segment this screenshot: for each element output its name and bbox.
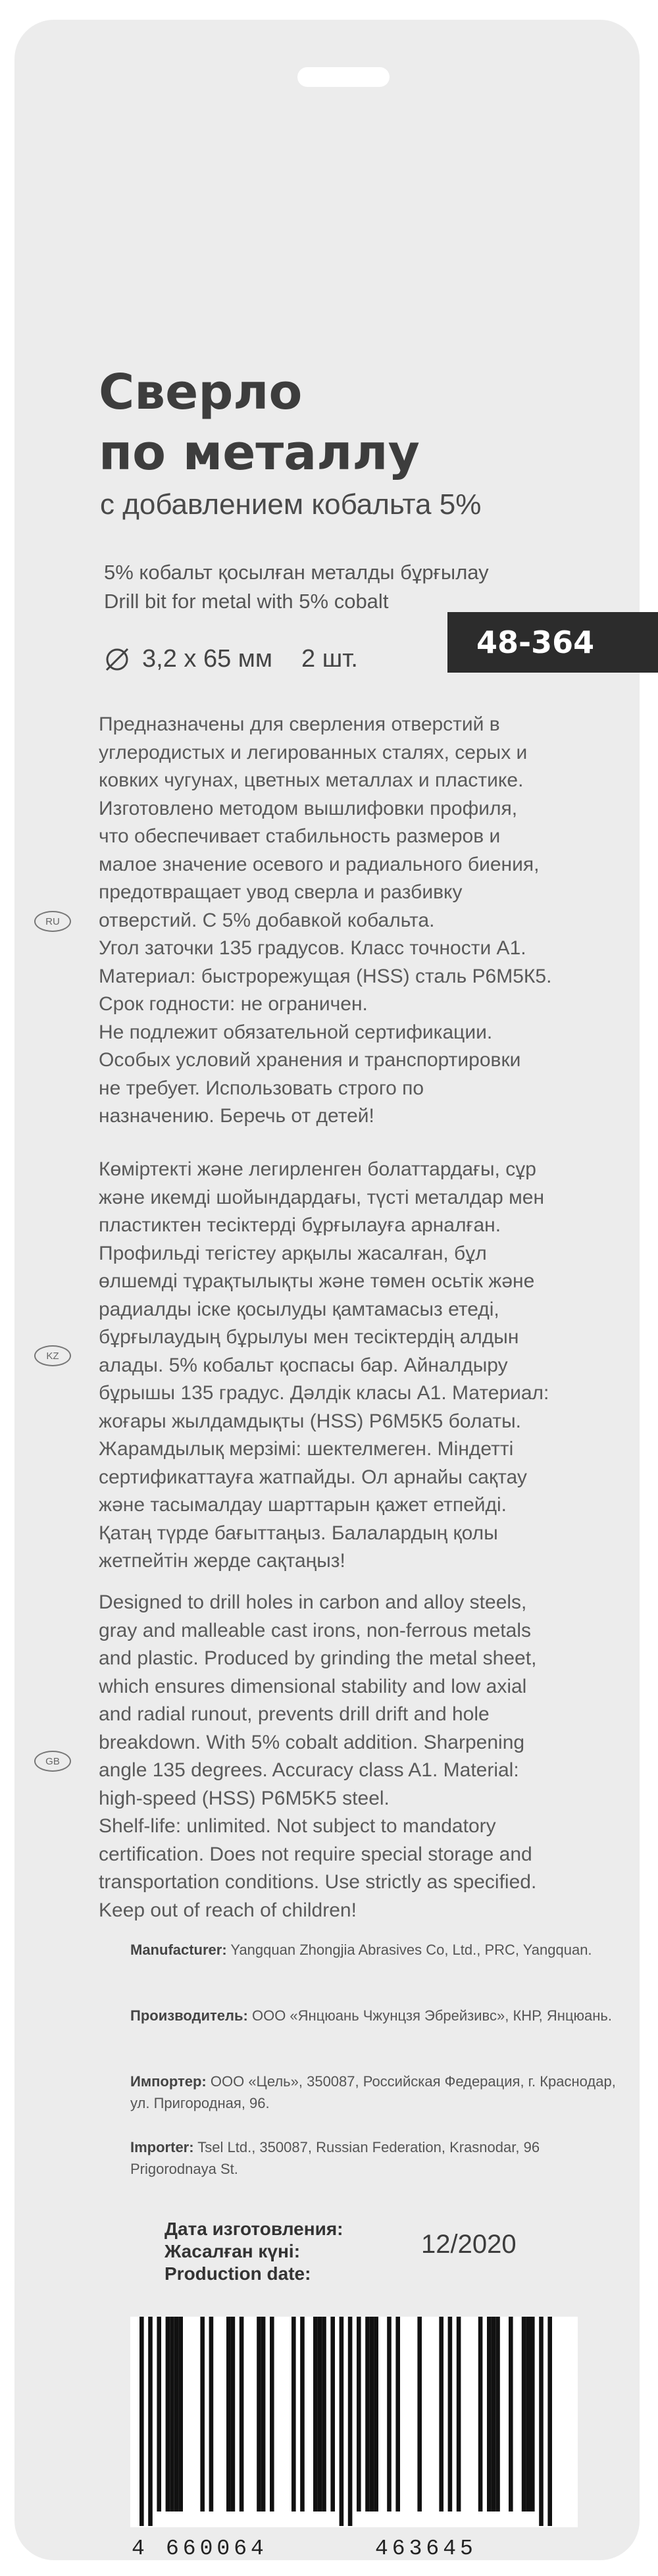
barcode-bar — [166, 2317, 170, 2512]
imprint-importer-en — [130, 2136, 617, 2180]
imprint-label: Manufacturer: — [130, 1942, 227, 1958]
barcode-bar — [261, 2317, 266, 2512]
imprint-manufacturer-en — [130, 1939, 617, 1961]
barcode-bar — [300, 2317, 305, 2512]
barcode-bar — [522, 2317, 526, 2512]
barcode-bar — [495, 2317, 500, 2512]
description-kz: Көміртекті және легирленген болаттардағы, сұр және икемді шойындардағы, түсті металдар мен пластиктен тесіктерді бұрғылауға арналған. Профильді тегістеу арқылы жасалған, бұл өлшемді тұрақтылықты және төмен осьтік және радиалды іске қосылуды қамтамасыз етеді, бұрғылаудың бұрылуы мен тесіктердің алдын алады. 5% кобальт қоспасы бар. Айналдыру бұрышы 135 градус. Дәлдік класы А1. Материал: жоғары жылдамдықты (HSS) Р6М5К5 болаты. Жарамдылық мерзімі: шектелмеген. Міндетті сертификаттауға жатпайды. Ол арнайы сақтау және тасымалдау шарттарын қажет етпейді. Қатаң түрде бағыттаңыз. Балалардың қолы жетпейтін жерде сақтаңыз! — [99, 1158, 549, 1572]
barcode-bar — [365, 2317, 370, 2512]
barcode-bar — [547, 2317, 552, 2526]
description-en: Designed to drill holes in carbon and alloy steels, gray and malleable cast irons, non-ferrous metals and plastic. Produced by grinding the metal sheet, which ensures dimensional stability and low axial and radial runout, prevents drill drift and hole breakdown. With 5% cobalt addition. Sharpening angle 135 degrees. Accuracy class A1. Material: high-speed (HSS) P6M5K5 steel. Shelf-life: unlimited. Not subject to mandatory certification. Does not require special storage and transportation conditions. Use strictly as specified. Keep out of reach of children! — [99, 1591, 537, 1921]
barcode-bar — [348, 2317, 353, 2526]
spec-size: 3,2 x 65 мм — [142, 645, 273, 673]
barcode-bar — [492, 2317, 496, 2512]
barcode-bar — [240, 2317, 244, 2512]
barcode-bars — [130, 2317, 578, 2527]
diameter-icon — [104, 646, 130, 673]
barcode-bar — [313, 2317, 318, 2512]
barcode-bar — [340, 2317, 344, 2526]
barcode-bar — [448, 2317, 453, 2512]
barcode-bar — [257, 2317, 261, 2512]
barcode-right-group: 463645 — [375, 2537, 477, 2561]
barcode-first-digit: 4 — [132, 2537, 145, 2561]
lang-badge-kz: KZ — [34, 1345, 71, 1366]
barcode-bar — [457, 2317, 461, 2512]
production-date-labels — [164, 2218, 343, 2285]
barcode-bar — [200, 2317, 205, 2512]
barcode-bar — [291, 2317, 296, 2512]
product-subtitle: с добавлением кобальта 5% — [100, 488, 482, 521]
barcode-bar — [322, 2317, 326, 2512]
title-english: Drill bit for metal with 5% cobalt — [104, 590, 389, 613]
barcode-bar — [357, 2317, 361, 2512]
title-line-1: Сверло — [99, 364, 303, 421]
barcode-bar — [387, 2317, 392, 2512]
barcode-bar — [139, 2317, 144, 2526]
imprint-text: ООО «Янцюань Чжунцзя Эбрейзивс», КНР, Янцюань. — [251, 2007, 612, 2024]
barcode-bar — [231, 2317, 236, 2512]
barcode-bar — [395, 2317, 400, 2512]
barcode-digits — [132, 2537, 579, 2561]
barcode-bar — [530, 2317, 535, 2512]
imprint-text: Yangquan Zhongjia Abrasives Co, Ltd., PRC, Yangquan. — [230, 1942, 592, 1958]
production-label-ru: Дата изготовления: — [164, 2219, 343, 2239]
barcode-left-group: 660064 — [166, 2537, 268, 2561]
barcode-bar — [374, 2317, 378, 2512]
product-title — [99, 362, 420, 483]
barcode-bar — [478, 2317, 483, 2512]
barcode-bar — [174, 2317, 179, 2512]
imprint-importer-ru — [130, 2071, 617, 2114]
barcode-bar — [487, 2317, 492, 2512]
imprint-text: ООО «Цель», 350087, Российская Федерация, г. Краснодар, ул. Пригородная, 96. — [130, 2073, 616, 2111]
title-kazakh: 5% кобальт қосылған металды бұрғылау — [104, 561, 489, 584]
title-line-2: по металлу — [99, 425, 420, 481]
barcode-bar — [148, 2317, 153, 2526]
spec-quantity: 2 шт. — [301, 645, 358, 673]
spec-row — [104, 645, 358, 673]
imprint-label: Импортер: — [130, 2073, 207, 2090]
barcode-bar — [526, 2317, 530, 2512]
barcode-bar — [417, 2317, 422, 2512]
imprint-label: Importer: — [130, 2139, 194, 2155]
barcode — [130, 2317, 578, 2527]
hang-hole — [297, 67, 390, 87]
barcode-bar — [178, 2317, 183, 2512]
imprint-text: Tsel Ltd., 350087, Russian Federation, Krasnodar, 96 Prigorodnaya St. — [130, 2139, 540, 2177]
barcode-bar — [509, 2317, 513, 2512]
lang-badge-ru: RU — [34, 911, 71, 932]
barcode-bar — [157, 2317, 161, 2512]
barcode-bar — [330, 2317, 335, 2512]
barcode-bar — [318, 2317, 322, 2512]
sku-badge: 48-364 — [447, 612, 658, 673]
lang-badge-gb: GB — [34, 1751, 71, 1772]
production-label-kz: Жасалған күні: — [164, 2241, 301, 2261]
imprint-label: Производитель: — [130, 2007, 248, 2024]
barcode-bar — [539, 2317, 544, 2526]
barcode-bar — [439, 2317, 443, 2512]
description-ru: Предназначены для сверления отверстий в углеродистых и легированных сталях, серых и ковких чугунах, цветных металлах и пластике. Изготовлено методом вышлифовки профиля, что обеспечивает стабильность размеров и малое значение осевого и радиального биения, предотвращает увод сверла и разбивку отверстий. С 5% добавкой кобальта. Угол заточки 135 градусов. Класс точности А1. Материал: быстрорежущая (HSS) сталь Р6М5К5. Срок годности: не ограничен. Не подлежит обязательной сертификации. Особых условий хранения и транспортировки не требует. Использовать строго по назначению. Беречь от детей! — [99, 713, 552, 1127]
production-date-value: 12/2020 — [421, 2230, 517, 2259]
barcode-bar — [270, 2317, 274, 2512]
imprint-manufacturer-ru — [130, 2005, 617, 2026]
barcode-bar — [170, 2317, 174, 2512]
barcode-bar — [226, 2317, 231, 2512]
production-label-en: Production date: — [164, 2263, 311, 2284]
barcode-bar — [370, 2317, 374, 2512]
barcode-bar — [209, 2317, 214, 2512]
